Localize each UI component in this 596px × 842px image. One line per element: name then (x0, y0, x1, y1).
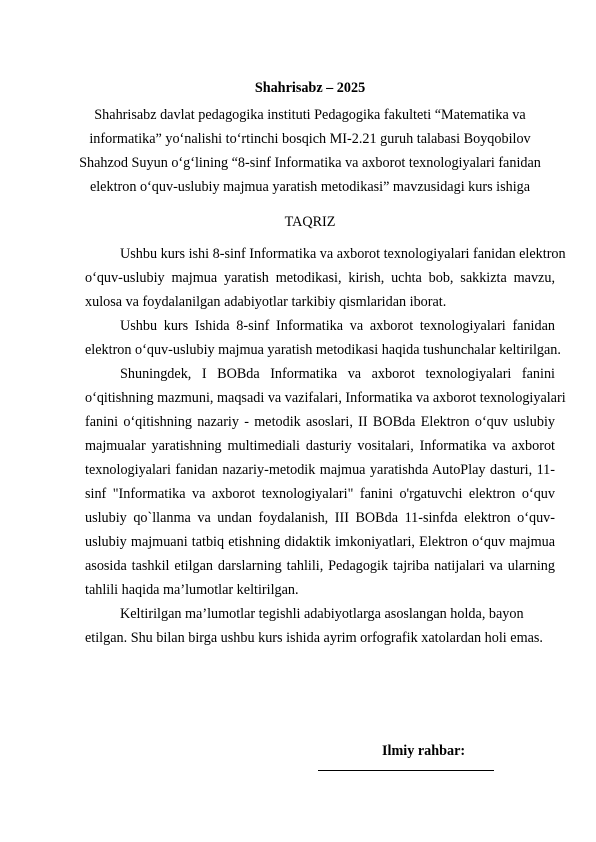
body-line: Shuningdek, I BOBda Informatika va axborot texnologiyalari fanini (120, 366, 555, 382)
body-line: etilgan. Shu bilan birga ushbu kurs ishida ayrim orfografik xatolardan holi emas. (85, 630, 543, 646)
intro-line: Shahrisabz davlat pedagogika instituti Pedagogika fakulteti “Matematika va (94, 107, 526, 123)
signature-line (318, 770, 494, 771)
body-line: asosida tashkil etilgan darslarning tahlili, Pedagogik tajriba natijalari va ularning (85, 558, 555, 574)
signature-label: Ilmiy rahbar: (382, 743, 466, 759)
body-line: Ushbu kurs ishi 8-sinf Informatika va axborot texnologiyalari fanidan elektron (120, 246, 566, 262)
body-line: sinf "Informatika va axborot texnologiyalari" fanini o'rgatuvchi elektron o‘quv (85, 486, 555, 502)
place-year: Shahrisabz – 2025 (254, 80, 366, 96)
body-line: uslubiy majmuani tatbiq etishning didaktik imkoniyatlari, Elektron o‘quv majmua (85, 534, 555, 550)
intro-line: informatika” yo‘nalishi to‘rtinchi bosqich MI-2.21 guruh talabasi Boyqobilov (89, 131, 531, 147)
body-line: tahlili haqida ma’lumotlar keltirilgan. (85, 582, 299, 598)
body-line: uslubiy qo`llanma va undan foydalanish, III BOBda 11-sinfda elektron o‘quv- (85, 510, 555, 526)
intro-line: Shahzod Suyun o‘g‘lining “8-sinf Informatika va axborot texnologiyalari fanidan (79, 155, 541, 171)
body-line: Keltirilgan ma’lumotlar tegishli adabiyotlarga asoslangan holda, bayon (120, 606, 524, 622)
body-line: texnologiyalari fanidan nazariy-metodik majmua yaratishda AutoPlay dasturi, 11- (85, 462, 555, 478)
body-line: o‘qitishning mazmuni, maqsadi va vazifalari, Informatika va axborot texnologiyalari (85, 390, 566, 406)
body-line: xulosa va foydalanilgan adabiyotlar tarkibiy qismlaridan iborat. (85, 294, 447, 310)
body-line: elektron o‘quv-uslubiy majmua yaratish metodikasi haqida tushunchalar keltirilgan. (85, 342, 561, 358)
body-line: majmualar yaratishning multimediali dasturiy vositalari, Informatika va axborot (85, 438, 555, 454)
body-line: o‘quv-uslubiy majmua yaratish metodikasi, kirish, uchta bob, sakkizta mavzu, (85, 270, 555, 286)
body-line: Ushbu kurs Ishida 8-sinf Informatika va axborot texnologiyalari fanidan (120, 318, 555, 334)
intro-line: elektron o‘quv-uslubiy majmua yaratish metodikasi” mavzusidagi kurs ishiga (89, 179, 531, 195)
body-line: fanini o‘qitishning nazariy - metodik asoslari, II BOBda Elektron o‘quv uslubiy (85, 414, 555, 430)
document-title: TAQRIZ (284, 214, 336, 230)
